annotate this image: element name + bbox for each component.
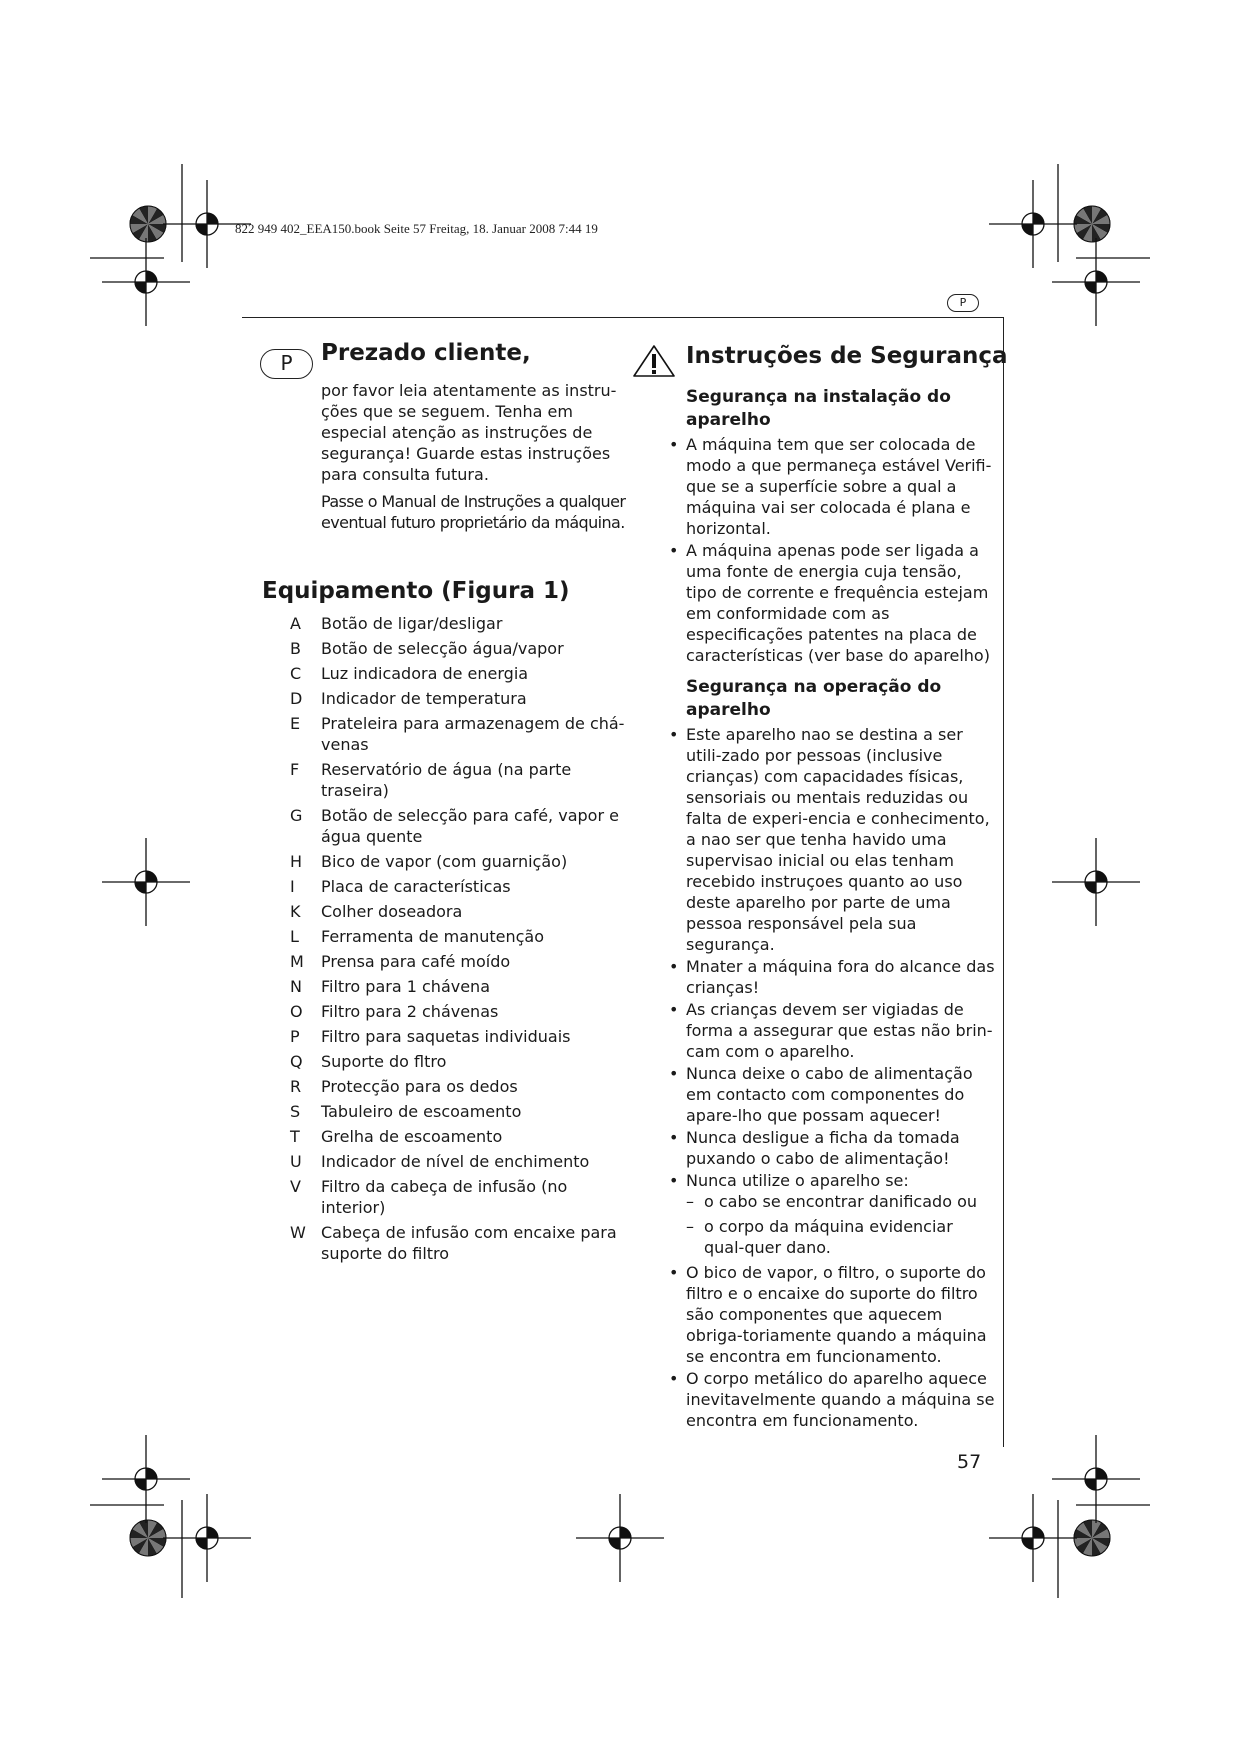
greeting-title: Prezado cliente,	[321, 340, 531, 366]
equipment-item	[290, 1051, 630, 1072]
equipment-letter: A	[290, 614, 301, 633]
equipment-item	[290, 1101, 630, 1122]
equipment-letter: B	[290, 639, 301, 658]
equipment-label: Bico de vapor (com guarnição)	[321, 852, 568, 871]
equipment-item	[290, 663, 630, 684]
operation-item: • Mnater a máquina fora do alcance das crianças!	[668, 956, 996, 998]
condition-sublist	[686, 1191, 996, 1258]
equipment-item	[290, 1026, 630, 1047]
equipment-label: Suporte do fltro	[321, 1052, 447, 1071]
equipment-title: Equipamento (Figura 1)	[262, 578, 570, 604]
equipment-letter: W	[290, 1223, 306, 1242]
language-marker: P	[260, 349, 313, 379]
equipment-label: Prateleira para armazenagem de chá-venas	[321, 714, 625, 754]
warning-triangle-icon	[632, 344, 676, 378]
condition-item: – o corpo da máquina evidenciar qual-quer dano.	[686, 1216, 996, 1258]
equipment-item	[290, 1222, 630, 1264]
equipment-label: Grelha de escoamento	[321, 1127, 503, 1146]
operation-item: • Este aparelho nao se destina a ser utili-zado por pessoas (inclusive crianças) com capacidades físicas, sensoriais ou mentais reduzidas ou falta de experi-encia e conhecimento, a nao ser que tenha havido uma supervisao inicial ou elas tenham recebido instruçoes quanto ao uso deste aparelho por parte de uma pessoa responsável pela sua segurança.	[668, 724, 996, 955]
equipment-item	[290, 688, 630, 709]
equipment-label: Botão de ligar/desligar	[321, 614, 503, 633]
equipment-label: Cabeça de infusão com encaixe para suporte do filtro	[321, 1223, 617, 1263]
equipment-letter: F	[290, 760, 300, 779]
operation-item: • O bico de vapor, o filtro, o suporte do filtro e o encaixe do suporte do filtro são componentes que aquecem obriga-toriamente quando a máquina se encontra em funcionamento.	[668, 1262, 996, 1367]
operation-item: • O corpo metálico do aparelho aquece inevitavelmente quando a máquina se encontra em funcionamento.	[668, 1368, 996, 1431]
condition-item: – o cabo se encontrar danificado ou	[686, 1191, 996, 1212]
equipment-letter: T	[290, 1127, 300, 1146]
equipment-letter: P	[290, 1027, 300, 1046]
installation-item: • A máquina apenas pode ser ligada a uma fonte de energia cuja tensão, tipo de corrente e frequência estejam em conformidade com as especificações patentes na placa de características (ver base do aparelho)	[668, 540, 996, 666]
equipment-letter: H	[290, 852, 303, 871]
equipment-letter: N	[290, 977, 302, 996]
equipment-letter: V	[290, 1177, 301, 1196]
language-badge: P	[947, 294, 979, 312]
equipment-label: Indicador de temperatura	[321, 689, 527, 708]
equipment-letter: L	[290, 927, 299, 946]
operation-item: • As crianças devem ser vigiadas de forma a assegurar que estas não brin-cam com o aparelho.	[668, 999, 996, 1062]
equipment-item	[290, 1126, 630, 1147]
equipment-label: Protecção para os dedos	[321, 1077, 518, 1096]
equipment-label: Botão de selecção água/vapor	[321, 639, 564, 658]
operation-list	[668, 724, 996, 1431]
greeting-paragraph: Passe o Manual de Instruções a qualquer eventual futuro proprietário da máquina.	[321, 492, 626, 532]
equipment-list	[290, 613, 630, 1268]
equipment-item	[290, 1176, 630, 1218]
equipment-letter: G	[290, 806, 303, 825]
equipment-letter: S	[290, 1102, 301, 1121]
equipment-label: Placa de características	[321, 877, 511, 896]
operation-heading: Segurança na operação do aparelho	[686, 677, 942, 720]
page-frame-right	[1003, 317, 1004, 1447]
installation-heading: Segurança na instalação do aparelho	[686, 387, 951, 430]
installation-item: • A máquina tem que ser colocada de modo a que permaneça estável Verifi-que se a superfície sobre a qual a máquina vai ser colocada é plana e horizontal.	[668, 434, 996, 539]
equipment-label: Filtro da cabeça de infusão (no interior)	[321, 1177, 568, 1217]
equipment-item	[290, 976, 630, 997]
greeting-text	[321, 380, 631, 539]
equipment-item	[290, 1001, 630, 1022]
equipment-letter: C	[290, 664, 302, 683]
equipment-item	[290, 759, 630, 801]
equipment-letter: K	[290, 902, 301, 921]
equipment-item	[290, 901, 630, 922]
equipment-letter: R	[290, 1077, 302, 1096]
equipment-item	[290, 951, 630, 972]
equipment-label: Filtro para 2 chávenas	[321, 1002, 499, 1021]
equipment-letter: I	[290, 877, 295, 896]
equipment-label: Botão de selecção para café, vapor e água quente	[321, 806, 619, 846]
installation-list	[668, 434, 996, 666]
equipment-label: Filtro para saquetas individuais	[321, 1027, 571, 1046]
page-number: 57	[957, 1451, 982, 1473]
equipment-label: Filtro para 1 chávena	[321, 977, 490, 996]
equipment-item	[290, 876, 630, 897]
equipment-letter: E	[290, 714, 301, 733]
equipment-label: Reservatório de água (na parte traseira)	[321, 760, 572, 800]
equipment-item	[290, 1151, 630, 1172]
equipment-letter: Q	[290, 1052, 303, 1071]
equipment-item	[290, 805, 630, 847]
operation-item-text: Nunca utilize o aparelho se:	[686, 1171, 909, 1190]
operation-item: • Nunca desligue a ficha da tomada puxando o cabo de alimentação!	[668, 1127, 996, 1169]
greeting-paragraph: por favor leia atentamente as instru-ções que se seguem. Tenha em especial atenção as instruções de segurança! Guarde estas instruções para consulta futura.	[321, 381, 617, 484]
equipment-label: Luz indicadora de energia	[321, 664, 529, 683]
equipment-letter: U	[290, 1152, 302, 1171]
equipment-item	[290, 926, 630, 947]
book-header-line: 822 949 402_EEA150.book Seite 57 Freitag, 18. Januar 2008 7:44 19	[235, 221, 598, 236]
equipment-letter: M	[290, 952, 304, 971]
equipment-letter: O	[290, 1002, 303, 1021]
equipment-label: Tabuleiro de escoamento	[321, 1102, 522, 1121]
operation-item: • Nunca deixe o cabo de alimentação em contacto com componentes do apare-lho que possam aquecer!	[668, 1063, 996, 1126]
safety-title: Instruções de Segurança	[686, 343, 1008, 369]
equipment-label: Prensa para café moído	[321, 952, 511, 971]
equipment-item	[290, 638, 630, 659]
equipment-item	[290, 713, 630, 755]
equipment-label: Colher doseadora	[321, 902, 463, 921]
safety-body	[668, 386, 996, 1432]
equipment-label: Indicador de nível de enchimento	[321, 1152, 590, 1171]
equipment-label: Ferramenta de manutenção	[321, 927, 544, 946]
equipment-letter: D	[290, 689, 303, 708]
equipment-item	[290, 1076, 630, 1097]
operation-item	[668, 1170, 996, 1258]
page-frame-top	[242, 317, 1004, 318]
equipment-item	[290, 613, 630, 634]
equipment-item	[290, 851, 630, 872]
